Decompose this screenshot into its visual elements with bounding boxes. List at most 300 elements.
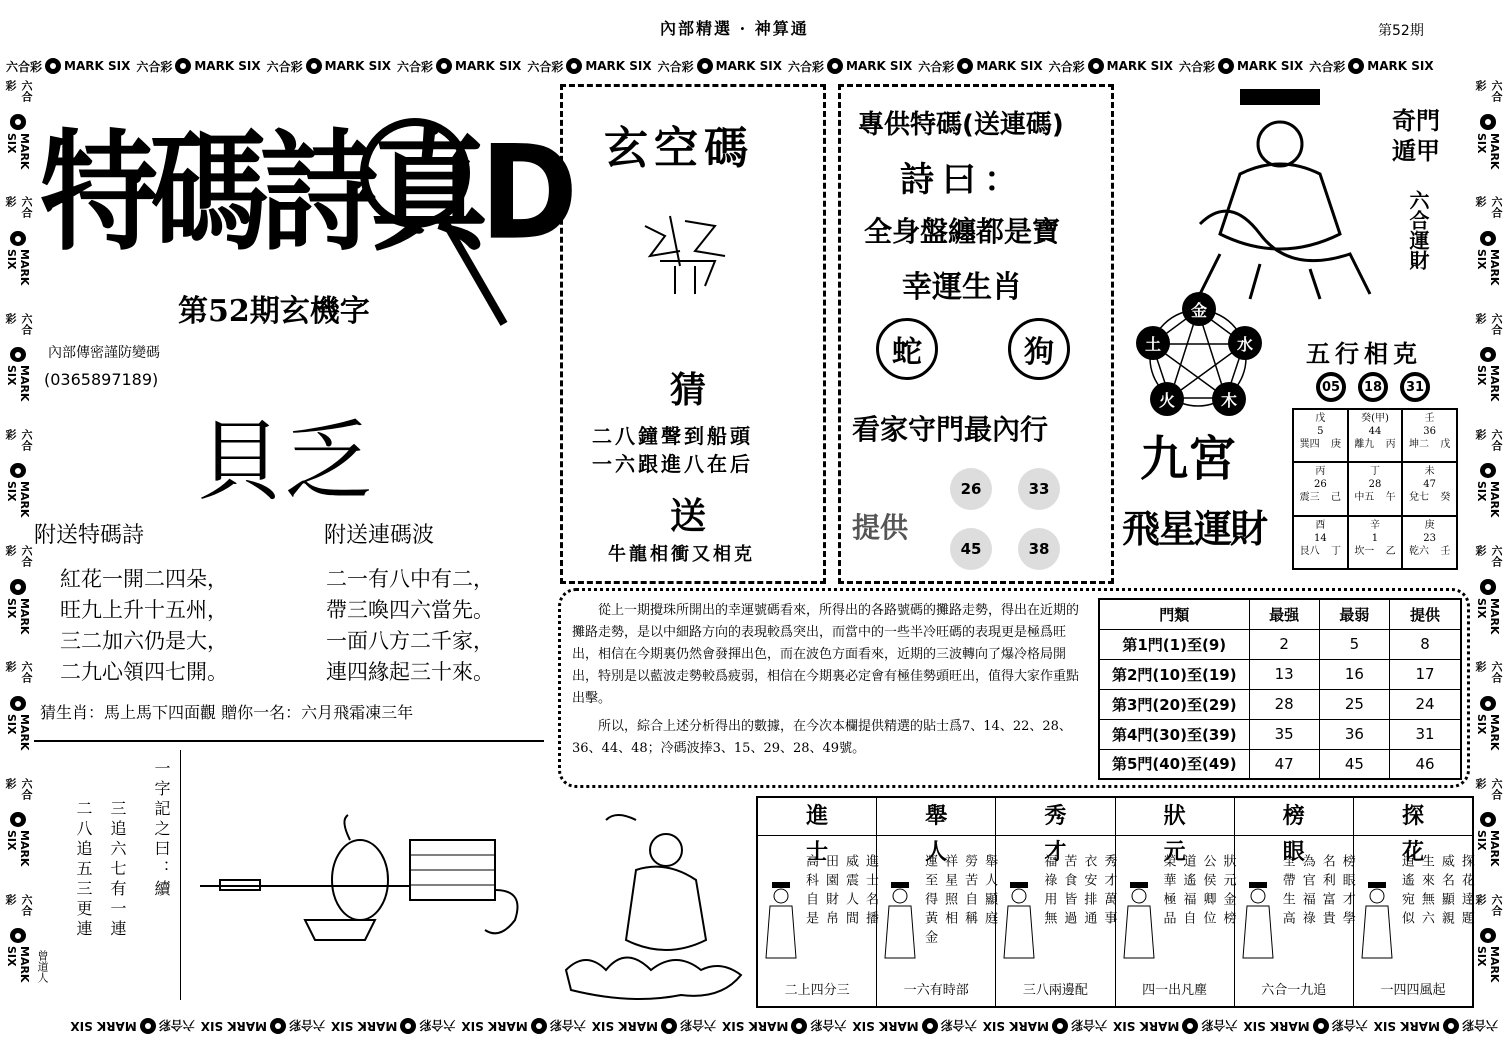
nine-palace-grid [1292,408,1458,570]
brand-cn: 六合彩 [396,59,433,74]
flower-logo-icon [922,1018,938,1034]
element-water: 水 [1228,326,1262,360]
xuankong-lines [592,422,753,478]
palace-branch: 癸 [1440,492,1451,504]
flower-logo-icon [1480,579,1496,594]
issue-number: 第52期 [1378,23,1424,39]
palace-number: 28 [1368,479,1382,491]
subtitle: 第52期玄機字 [178,294,370,329]
palace-cell [1293,516,1348,569]
wave-heading: 附送連碼波 [324,523,435,548]
scholar-footer: 六合一九追 [1261,983,1327,998]
door-table-cell: 35 [1249,719,1319,749]
brand-cn: 六合彩 [657,59,694,74]
scholar-figure-icon [1360,882,1394,962]
scholar-verse: 榜眼才學 [1339,854,1355,930]
flower-logo-icon [10,347,26,362]
scholar-verse: 舉人顯庭 [982,854,998,930]
door-table-cell: 8 [1390,629,1461,659]
brand-en: MARK SIX [1236,59,1304,73]
scholar-verse: 威名顯親 [1438,854,1454,930]
brand-en: MARK SIX [1475,713,1501,751]
flower-logo-icon [140,1018,156,1034]
palace-number: 36 [1423,426,1437,437]
brand-unit [788,58,912,75]
deity-illustration [1180,84,1380,304]
palace-number: 1 [1371,532,1379,544]
scholar-verse: 運至得黃金 [922,854,938,949]
main-title: 特碼詩真D [40,116,570,269]
door-table-cell: 31 [1390,719,1461,749]
door-table-cell: 2 [1249,629,1319,659]
palace-stem: 丁 [1369,466,1380,478]
brand-cn: 六合彩 [1474,661,1503,684]
mystery-character: 貝乏 [196,410,373,513]
palace-branch: 丙 [1385,439,1396,450]
provide-label: 提供 [852,511,909,544]
brand-unit [267,58,391,75]
xuankong-line: 一六跟進八在后 [592,452,753,476]
scholars-panel [756,796,1474,1008]
brand-cn: 六合彩 [810,1018,847,1033]
scholar-verse: 高科自是 [803,854,818,930]
brand-cn: 六合彩 [4,661,33,684]
door-table-cell: 25 [1319,689,1389,719]
brand-en: MARK SIX [722,1019,789,1033]
flower-logo-icon [1480,347,1496,362]
immortal-on-cloud-illustration [556,800,756,1010]
brand-cn: 六合彩 [1071,1018,1108,1033]
brand-cn: 六合彩 [1048,59,1085,74]
divider-line [34,740,544,742]
brand-unit [1472,196,1504,306]
door-table-cell: 28 [1249,689,1319,719]
riddle-vertical-rule [180,750,181,1000]
element-earth: 土 [1136,326,1170,360]
scholar-verse: 全帶生高 [1279,854,1295,930]
flower-logo-icon [1348,58,1364,74]
brand-unit [2,545,34,655]
flower-logo-icon [10,812,26,827]
palace-cell [1402,462,1457,515]
flower-logo-icon [1480,696,1496,711]
brand-en: MARK SIX [64,59,131,73]
palace-stem: 癸(甲) [1361,413,1389,424]
flower-logo-icon [791,1018,807,1034]
flower-logo-icon [45,58,61,74]
special-poem-line: 全身盤纏都是寶 [864,215,1061,248]
brand-unit [1472,894,1504,1004]
scholar-column [1235,798,1354,1006]
palace-number: 44 [1368,426,1382,437]
palace-cell [1348,462,1403,515]
palace-name: 兌七 [1408,492,1429,504]
brand-en: MARK SIX [5,481,31,518]
palace-cell [1348,516,1403,569]
scholar-heading: 進士 [758,798,876,836]
brand-cn: 六合彩 [4,196,33,219]
flower-logo-icon [1088,58,1104,74]
flower-logo-icon [400,1018,416,1034]
brand-cn: 六合彩 [289,1018,326,1033]
flower-logo-icon [1182,1018,1198,1034]
palace-cell [1293,409,1348,462]
brand-unit [136,58,260,75]
palace-name: 離九 [1354,439,1375,450]
brand-cn: 六合彩 [940,1018,977,1033]
lucky-zodiac-label: 幸運生肖 [902,270,1022,305]
brand-en: MARK SIX [1475,132,1501,169]
brand-cn: 六合彩 [680,1018,717,1033]
palace-stem: 戊 [1315,413,1326,424]
brand-unit [1179,58,1303,75]
poem-line: 二九心領四七開。 [60,660,228,684]
brand-unit [1472,429,1504,539]
brand-unit [2,196,34,306]
scholar-verse: 探花達題 [1458,854,1474,930]
brand-cn: 六合彩 [1309,59,1346,74]
brand-unit [592,1018,716,1035]
brand-unit [461,1018,585,1035]
brand-unit [983,1018,1107,1035]
flower-logo-icon [661,1018,677,1034]
brand-cn: 六合彩 [1461,1018,1498,1033]
scholar-verse: 田園財帛 [823,854,838,930]
brand-en: MARK SIX [1373,1019,1440,1033]
scholar-footer: 三八兩邊配 [1022,983,1088,998]
scholar-column [1354,798,1472,1006]
palace-cell [1293,462,1348,515]
brand-cn: 六合彩 [1331,1018,1368,1033]
flower-logo-icon [10,463,26,478]
flower-logo-icon [436,58,452,74]
zodiac-dog: 狗 [1008,318,1070,380]
palace-number: 5 [1317,426,1324,437]
palace-stem: 酉 [1315,519,1326,531]
scholar-figure-icon [883,882,917,962]
scholar-footer: 二上四分三 [784,983,850,998]
flower-logo-icon [566,58,582,74]
door-table-row [1099,629,1461,659]
xuankong-title: 玄空碼 [604,123,754,174]
brand-en: MARK SIX [845,59,913,73]
brand-cn: 六合彩 [136,59,173,74]
brand-en: MARK SIX [5,248,31,286]
palace-branch: 壬 [1440,545,1451,557]
analysis-paragraph: 所以，綜合上述分析得出的數據，在今次本欄提供精選的貼士爲7、14、22、28、36、44、48；冷碼波捧3、15、29、28、49號。 [572,719,1072,756]
brand-cn: 六合彩 [4,312,33,335]
scholar-column [996,798,1115,1006]
brand-cn: 六合彩 [4,428,33,451]
scholar-verse: 勞苦自稱 [962,854,978,930]
door-table-header-cell: 最强 [1249,599,1319,629]
palace-name: 艮八 [1299,545,1320,557]
door-table-cell: 45 [1319,749,1389,779]
scholar-figure-icon [1122,882,1156,962]
brand-cn: 六合彩 [787,59,824,74]
number-ball: 33 [1018,468,1060,510]
brand-en: MARK SIX [976,59,1043,73]
brand-unit [1472,313,1504,423]
wuxing-ball: 18 [1358,372,1388,402]
brand-en: MARK SIX [1113,1019,1180,1033]
scholar-verse: 衣安排通 [1081,854,1097,930]
flower-logo-icon [1480,812,1496,827]
brand-unit [2,80,34,190]
scholar-heading: 探花 [1354,798,1472,836]
brand-en: MARK SIX [70,1019,137,1033]
brand-cn: 六合彩 [527,59,564,74]
scholar-figure-icon [764,882,798,962]
brand-cn: 六合彩 [6,59,43,74]
brand-en: MARK SIX [1475,597,1501,634]
xuankong-guess: 猜 [670,370,707,411]
palace-stem: 庚 [1424,519,1435,531]
brand-en: MARK SIX [194,59,261,73]
scholar-verse: 道遙宛似 [1398,854,1414,930]
element-metal: 金 [1182,292,1216,326]
brand-unit [1374,1018,1498,1035]
door-table-cell: 36 [1319,719,1389,749]
brand-unit [201,1018,325,1035]
scholar-verse: 福祿用無 [1041,854,1057,930]
scholar-verse: 為官福祿 [1299,854,1315,930]
scholar-column [758,798,877,1006]
xuankong-bottom-line: 牛龍相衝又相克 [608,544,755,565]
brand-en: MARK SIX [5,713,31,751]
brand-unit [2,429,34,539]
brand-cn: 六合彩 [1178,59,1215,74]
flower-logo-icon [175,58,191,74]
door-table-row [1099,749,1461,779]
brand-unit [1472,80,1504,190]
jiugong-label: 九宮 [1140,431,1237,487]
flower-logo-icon [306,58,322,74]
riddle-title: 一字記之曰：續 [152,760,171,900]
door-table-cell: 第2門(10)至(19) [1099,659,1249,689]
wuxing-ball: 05 [1316,372,1346,402]
flower-logo-icon [1480,231,1496,246]
palace-name: 坤二 [1408,439,1429,450]
brand-unit [1049,58,1173,75]
brand-en: MARK SIX [331,1019,398,1033]
door-table-cell: 47 [1249,749,1319,779]
scholar-figure-icon [1002,882,1036,962]
palace-number: 23 [1423,532,1437,544]
handwritten-code-glyph [640,206,730,296]
guess-zodiac-line: 猜生肖：馬上馬下四面觀 贈你一名：六月飛霜凍三年 [40,703,414,722]
palace-name: 坎一 [1354,545,1375,557]
palace-name: 巽四 [1299,439,1320,450]
palace-branch: 丁 [1330,545,1341,557]
door-table-cell: 17 [1390,659,1461,689]
door-table-cell: 16 [1319,659,1389,689]
bottom-brand-band [6,1014,1498,1038]
scholar-footer: 一六有時部 [903,983,969,998]
analysis-paragraph: 從上一期攪珠所開出的幸運號碼看來，所得出的各路號碼的攤路走勢，得出在近期的攤路走勢，是以中細路方向的表現較爲突出，而當中的一些半冷旺碼的表現更是極爲旺出，相信在今期裏仍然會發揮出色，而在波色方面看來，近期的三波轉向了爆冷格局開出，特別是以藍波走勢較爲疲弱，相信在今期裏必定會有極佳勢頭旺出，值得大家作重點出擊。 [572,603,1080,706]
brand-en: MARK SIX [1475,481,1501,518]
brand-cn: 六合彩 [1474,893,1503,916]
riddle-column: 三追六七有一連 [108,800,127,940]
scholar-verse: 祥星照相 [942,854,958,930]
number-ball: 38 [1018,528,1060,570]
number-ball: 26 [950,468,992,510]
door-table-cell: 5 [1319,629,1389,659]
brand-cn: 六合彩 [4,80,33,102]
top-brand-band [6,54,1498,78]
flower-logo-icon [10,928,26,943]
brand-en: MARK SIX [455,59,522,73]
flower-logo-icon [957,58,973,74]
brand-en: MARK SIX [1106,59,1173,73]
brand-unit [722,1018,846,1035]
palace-stem: 壬 [1424,413,1435,424]
phone-number: (0365897189) [44,370,159,389]
secret-note: 內部傳密謹防變碼 [48,345,160,361]
door-table-header-cell: 最弱 [1319,599,1389,629]
door-table-header-cell: 提供 [1390,599,1461,629]
credit: 曾道人 [36,950,49,983]
palace-stem: 未 [1424,466,1435,478]
analysis-text [572,600,1090,760]
magnifier-icon [360,118,470,228]
scholar-heading: 狀元 [1116,798,1234,836]
number-ball: 45 [950,528,992,570]
door-table-cell: 第5門(40)至(49) [1099,749,1249,779]
brand-unit [2,661,34,771]
wuxing-ball: 31 [1400,372,1430,402]
brand-unit [70,1018,194,1035]
brand-unit [1113,1018,1237,1035]
brand-en: MARK SIX [1367,59,1434,73]
flower-logo-icon [1313,1018,1329,1034]
xuankong-line: 二八鐘聲到船頭 [592,424,753,448]
brand-cn: 六合彩 [419,1018,456,1033]
brand-en: MARK SIX [5,830,31,867]
brand-en: MARK SIX [715,59,782,73]
scholar-verse: 威震人間 [843,854,858,930]
scholar-verse: 榮華極品 [1160,854,1176,930]
brand-en: MARK SIX [5,365,31,402]
element-wood: 木 [1212,382,1246,416]
poem-line: 紅花一開二四朵， [60,567,228,591]
brand-unit [6,58,130,75]
wave-lines [326,564,494,688]
door-table-row [1099,719,1461,749]
flower-logo-icon [1052,1018,1068,1034]
palace-stem: 辛 [1369,519,1380,531]
palace-cell [1402,516,1457,569]
palace-number: 14 [1313,532,1327,544]
door-table-header [1099,599,1461,629]
special-slogan: 看家守門最內行 [852,413,1049,446]
palace-number: 47 [1423,479,1437,491]
brand-en: MARK SIX [1243,1019,1310,1033]
scholar-column [1116,798,1235,1006]
special-title: 專供特碼(送連碼) [858,110,1064,140]
brand-cn: 六合彩 [4,545,33,567]
flower-logo-icon [10,696,26,711]
door-table-row [1099,689,1461,719]
brand-en: MARK SIX [591,1019,659,1033]
poem-heading: 附送特碼詩 [34,523,145,548]
scholar-footer: 四一出凡塵 [1142,983,1208,998]
scholar-verse: 秀才萬事 [1101,854,1117,930]
brand-en: MARK SIX [200,1019,268,1033]
qimen-label: 奇門遁甲 [1392,107,1440,165]
flower-logo-icon [1480,463,1496,478]
brand-unit [2,778,34,888]
door-table-cell: 第4門(30)至(39) [1099,719,1249,749]
door-table-cell: 第1門(1)至(9) [1099,629,1249,659]
liuhe-label: 六合運財 [1406,190,1430,270]
brand-unit [1472,661,1504,771]
brand-en: MARK SIX [852,1019,919,1033]
palace-name: 震三 [1299,492,1320,504]
door-table-row [1099,659,1461,689]
scholar-verse: 進士名播 [863,854,878,930]
scholar-verse: 名利富貴 [1319,854,1335,930]
flower-logo-icon [1218,58,1234,74]
scholar-verse: 狀元金榜 [1220,854,1236,930]
palace-branch: 庚 [1330,439,1341,450]
brand-en: MARK SIX [461,1019,528,1033]
pig-sketch [200,820,530,950]
flower-logo-icon [531,1018,547,1034]
element-fire: 火 [1150,382,1184,416]
flower-logo-icon [697,58,713,74]
brand-cn: 六合彩 [1474,80,1503,102]
palace-name: 中五 [1354,492,1375,504]
brand-unit [1472,778,1504,888]
palace-number: 26 [1313,479,1327,491]
left-brand-band [4,80,33,1010]
brand-cn: 六合彩 [4,777,33,800]
brand-cn: 六合彩 [1474,777,1503,800]
brand-unit [918,58,1042,75]
brand-unit [2,313,34,423]
brand-unit [331,1018,455,1035]
zodiac-snake: 蛇 [876,318,938,380]
wave-line: 連四緣起三十來。 [326,660,494,684]
scholar-footer: 一四四風起 [1380,983,1446,998]
wave-line: 一面八方二千家， [326,629,494,653]
palace-name: 乾六 [1408,545,1429,557]
brand-cn: 六合彩 [1474,428,1503,451]
brand-en: MARK SIX [1475,365,1501,402]
riddle-column: 二八追五三更連 [74,800,93,940]
flower-logo-icon [10,114,26,129]
door-table-cell: 第3門(20)至(29) [1099,689,1249,719]
flower-logo-icon [1480,114,1496,129]
palace-branch: 乙 [1385,545,1396,557]
flower-logo-icon [10,231,26,246]
xuankong-send: 送 [670,496,707,537]
scholar-verse: 道遙福自 [1180,854,1196,930]
door-table-cell: 46 [1390,749,1461,779]
scholar-figure-icon [1241,882,1275,962]
brand-en: MARK SIX [585,59,652,73]
brand-en: MARK SIX [1475,946,1501,983]
brand-unit [658,58,782,75]
special-poem-label: 詩曰： [900,160,1026,200]
brand-cn: 六合彩 [158,1018,195,1033]
brand-en: MARK SIX [5,597,31,634]
brand-en: MARK SIX [5,132,31,169]
scholar-heading: 舉人 [877,798,995,836]
brand-cn: 六合彩 [4,893,33,916]
wave-line: 二一有八中有二， [326,567,494,591]
